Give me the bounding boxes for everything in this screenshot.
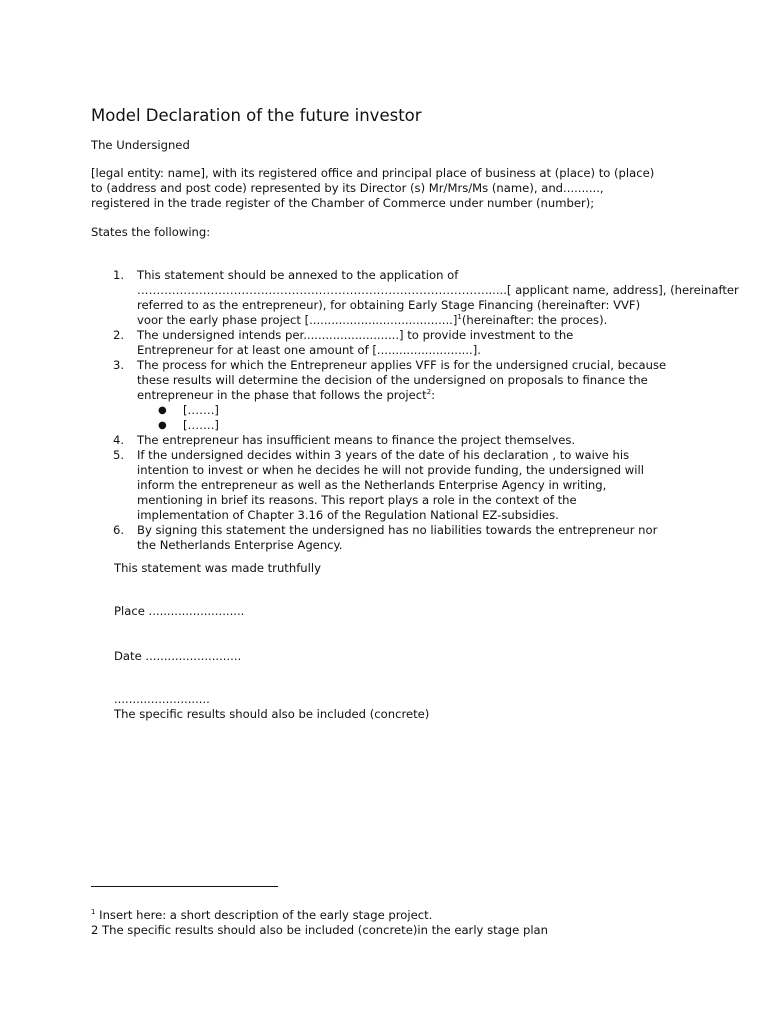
item-line: By signing this statement the undersigned has no liabilities towards the entrepreneur nor — [137, 523, 658, 537]
item-number: 2. — [113, 328, 125, 342]
item-line: The entrepreneur has insufficient means to finance the project themselves. — [137, 433, 576, 447]
item-line: Entrepreneur for at least one amount of [..........................]. — [137, 343, 481, 357]
footnote-ref: 2 — [426, 388, 432, 397]
item-number: 3. — [113, 358, 125, 372]
item-line-text: : — [431, 388, 436, 402]
item-line-text: entrepreneur in the phase that follows the project — [137, 388, 427, 402]
item-line — [137, 388, 713, 403]
footnote-ref: 1 — [457, 313, 462, 322]
list-item — [113, 433, 713, 448]
item-line: If the undersigned decides within 3 years of the date of his declaration , to waive his — [137, 448, 630, 462]
intro-line: registered in the trade register of the Chamber of Commerce under number (number); — [91, 196, 595, 210]
list-item — [113, 448, 713, 523]
item-line: inform the entrepreneur as well as the Netherlands Enterprise Agency in writing, — [137, 478, 607, 492]
list-item — [113, 523, 713, 553]
specific-results-note: The specific results should also be included (concrete) — [114, 707, 430, 721]
footnote-text: Insert here: a short description of the early stage project. — [95, 908, 433, 922]
item-line: ………………………………………………………………………………......[ applicant name, address], (hereinafter — [137, 283, 739, 297]
intro-line: to (address and post code) represented by its Director (s) Mr/Mrs/Ms (name), and.........., — [91, 181, 604, 195]
footnote-2: 2 The specific results should also be included (concrete)in the early stage plan — [91, 923, 548, 937]
bullet-text: […….] — [183, 403, 219, 417]
item-number: 1. — [113, 268, 125, 282]
item-line: the Netherlands Enterprise Agency. — [137, 538, 343, 552]
date-field: Date .......................... — [114, 649, 242, 663]
place-field: Place .......................... — [114, 604, 245, 618]
states-label: States the following: — [91, 225, 211, 239]
item-number: 6. — [113, 523, 125, 537]
bullet-item — [137, 418, 713, 433]
item-line-text: voor the early phase project [.......................................] — [137, 313, 458, 327]
item-line: implementation of Chapter 3.16 of the Regulation National EZ-subsidies. — [137, 508, 559, 522]
bullet-text: […….] — [183, 418, 219, 432]
signature-line: .......................... — [114, 692, 210, 706]
item-line: This statement should be annexed to the application of — [137, 268, 459, 282]
item-line: these results will determine the decision of the undersigned on proposals to finance the — [137, 373, 648, 387]
intro-line: [legal entity: name], with its registered office and principal place of business at (place) to (place) — [91, 166, 655, 180]
item-line — [137, 313, 713, 328]
bullet-icon: ● — [158, 420, 167, 431]
undersigned-label: The Undersigned — [91, 138, 190, 152]
item-line: intention to invest or when he decides he will not provide funding, the undersigned will — [137, 463, 644, 477]
footnote-separator — [91, 886, 278, 887]
item-line: The process for which the Entrepreneur applies VFF is for the undersigned crucial, because — [137, 358, 667, 372]
truthfully-statement: This statement was made truthfully — [114, 561, 321, 575]
item-number: 5. — [113, 448, 125, 462]
bullet-list — [137, 403, 713, 433]
document-title: Model Declaration of the future investor — [91, 106, 422, 125]
intro-paragraph — [91, 166, 654, 211]
bullet-item — [137, 403, 713, 418]
declaration-list — [113, 268, 739, 553]
list-item — [113, 358, 713, 433]
footnote-mark: 1 — [91, 908, 96, 917]
item-line: referred to as the entrepreneur), for obtaining Early Stage Financing (hereinafter: VVF) — [137, 298, 641, 312]
list-item — [113, 268, 739, 328]
bullet-icon: ● — [158, 405, 167, 416]
item-line: mentioning in brief its reasons. This report plays a role in the context of the — [137, 493, 577, 507]
item-number: 4. — [113, 433, 125, 447]
item-line-text: (hereinafter: the proces). — [461, 313, 608, 327]
list-item — [113, 328, 713, 358]
item-line: The undersigned intends per..........................] to provide investment to the — [137, 328, 574, 342]
footnote-1 — [91, 908, 432, 923]
